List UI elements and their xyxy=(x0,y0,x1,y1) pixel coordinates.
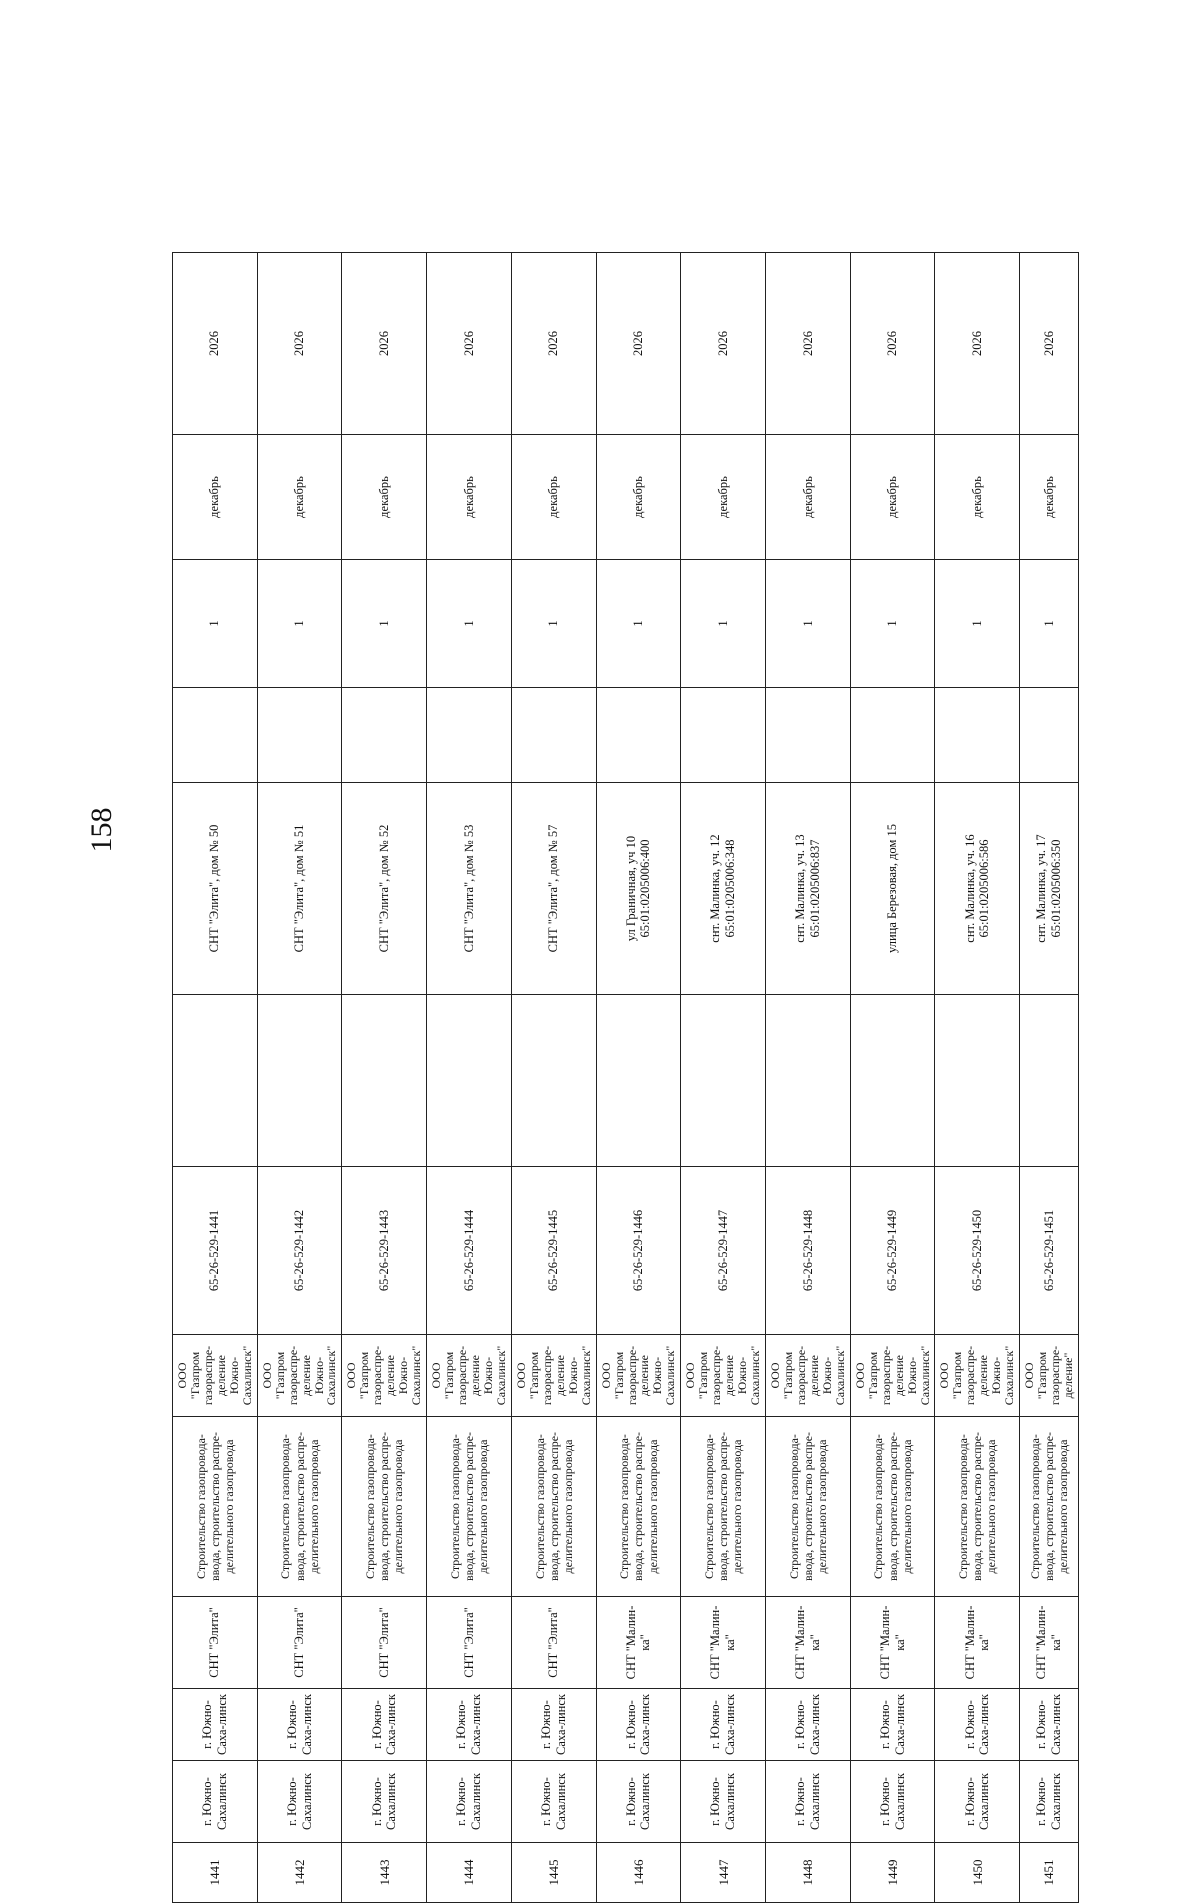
work-description-cell: Строительство газопровода-ввода, строительство распре-делительного газопровода xyxy=(935,1417,1020,1597)
object-code-cell: 65-26-529-1442 xyxy=(257,1167,342,1335)
table-row xyxy=(173,253,258,1903)
table-row xyxy=(257,253,342,1903)
district-cell: г. Южно-Сахалинск xyxy=(850,1761,935,1843)
table-row xyxy=(935,253,1020,1903)
row-number-cell: 1450 xyxy=(935,1843,1020,1903)
object-code-cell: 65-26-529-1443 xyxy=(342,1167,427,1335)
organization-cell: ООО "Газпром газораспре-деление Южно-Сахалинск" xyxy=(681,1335,766,1417)
empty-cell xyxy=(427,995,512,1167)
district-cell: г. Южно-Сахалинск xyxy=(596,1761,681,1843)
empty-cell xyxy=(766,688,851,783)
organization-cell: ООО "Газпром газораспре-деление Южно-Сахалинск" xyxy=(257,1335,342,1417)
month-cell: декабрь xyxy=(1020,435,1079,560)
district-cell: г. Южно-Сахалинск xyxy=(427,1761,512,1843)
quantity-cell: 1 xyxy=(257,560,342,688)
year-cell: 2026 xyxy=(1020,253,1079,435)
quantity-cell: 1 xyxy=(935,560,1020,688)
district-cell: г. Южно-Сахалинск xyxy=(1020,1761,1079,1843)
empty-cell xyxy=(173,688,258,783)
empty-cell xyxy=(850,688,935,783)
quantity-cell: 1 xyxy=(1020,560,1079,688)
organization-cell: ООО "Газпром газораспре-деление Южно-Сахалинск" xyxy=(511,1335,596,1417)
month-cell: декабрь xyxy=(342,435,427,560)
work-description-cell: Строительство газопровода-ввода, строительство распре-делительного газопровода xyxy=(257,1417,342,1597)
snt-cell: СНТ "Малин-ка" xyxy=(766,1597,851,1689)
row-number-cell: 1442 xyxy=(257,1843,342,1903)
snt-cell: СНТ "Элита" xyxy=(173,1597,258,1689)
snt-cell: СНТ "Малин-ка" xyxy=(596,1597,681,1689)
table-row xyxy=(342,253,427,1903)
table-row xyxy=(850,253,935,1903)
snt-cell: СНТ "Малин-ка" xyxy=(1020,1597,1079,1689)
work-description-cell: Строительство газопровода-ввода, строительство распре-делительного газопровода xyxy=(173,1417,258,1597)
row-number-cell: 1445 xyxy=(511,1843,596,1903)
year-cell: 2026 xyxy=(173,253,258,435)
year-cell: 2026 xyxy=(511,253,596,435)
month-cell: декабрь xyxy=(766,435,851,560)
year-cell: 2026 xyxy=(766,253,851,435)
object-code-cell: 65-26-529-1446 xyxy=(596,1167,681,1335)
address-cell: ул Граничная, уч 10 65:01:0205006:400 xyxy=(596,783,681,995)
address-cell: снт. Малинка, уч. 17 65:01:0205006:350 xyxy=(1020,783,1079,995)
empty-cell xyxy=(257,688,342,783)
locality-cell: г. Южно-Саха-линск xyxy=(596,1689,681,1761)
work-description-cell: Строительство газопровода-ввода, строительство распре-делительного газопровода xyxy=(596,1417,681,1597)
empty-cell xyxy=(766,995,851,1167)
month-cell: декабрь xyxy=(681,435,766,560)
row-number-cell: 1441 xyxy=(173,1843,258,1903)
work-description-cell: Строительство газопровода-ввода, строительство распре-делительного газопровода xyxy=(766,1417,851,1597)
object-code-cell: 65-26-529-1449 xyxy=(850,1167,935,1335)
district-cell: г. Южно-Сахалинск xyxy=(342,1761,427,1843)
empty-cell xyxy=(681,995,766,1167)
address-cell: СНТ "Элита", дом № 57 xyxy=(511,783,596,995)
quantity-cell: 1 xyxy=(681,560,766,688)
empty-cell xyxy=(342,995,427,1167)
address-cell: снт. Малинка, уч. 12 65:01:0205006:348 xyxy=(681,783,766,995)
object-code-cell: 65-26-529-1441 xyxy=(173,1167,258,1335)
empty-cell xyxy=(1020,995,1079,1167)
year-cell: 2026 xyxy=(850,253,935,435)
district-cell: г. Южно-Сахалинск xyxy=(173,1761,258,1843)
district-cell: г. Южно-Сахалинск xyxy=(257,1761,342,1843)
quantity-cell: 1 xyxy=(766,560,851,688)
district-cell: г. Южно-Сахалинск xyxy=(681,1761,766,1843)
quantity-cell: 1 xyxy=(850,560,935,688)
work-description-cell: Строительство газопровода-ввода, строительство распре-делительного газопровода xyxy=(681,1417,766,1597)
empty-cell xyxy=(935,995,1020,1167)
month-cell: декабрь xyxy=(850,435,935,560)
address-cell: СНТ "Элита", дом № 50 xyxy=(173,783,258,995)
page-number: 158 xyxy=(85,807,118,853)
organization-cell: ООО "Газпром газораспре-деление Южно-Сахалинск" xyxy=(427,1335,512,1417)
work-description-cell: Строительство газопровода-ввода, строительство распре-делительного газопровода xyxy=(850,1417,935,1597)
empty-cell xyxy=(935,688,1020,783)
empty-cell xyxy=(850,995,935,1167)
table-row xyxy=(427,253,512,1903)
object-code-cell: 65-26-529-1445 xyxy=(511,1167,596,1335)
locality-cell: г. Южно-Саха-линск xyxy=(511,1689,596,1761)
month-cell: декабрь xyxy=(596,435,681,560)
empty-cell xyxy=(257,995,342,1167)
quantity-cell: 1 xyxy=(596,560,681,688)
address-cell: СНТ "Элита", дом № 52 xyxy=(342,783,427,995)
registry-table xyxy=(172,252,1079,1903)
object-code-cell: 65-26-529-1450 xyxy=(935,1167,1020,1335)
empty-cell xyxy=(173,995,258,1167)
year-cell: 2026 xyxy=(681,253,766,435)
object-code-cell: 65-26-529-1447 xyxy=(681,1167,766,1335)
work-description-cell: Строительство газопровода-ввода, строительство распре-делительного газопровода xyxy=(427,1417,512,1597)
address-cell: снт. Малинка, уч. 16 65:01:0205006:586 xyxy=(935,783,1020,995)
locality-cell: г. Южно-Саха-линск xyxy=(427,1689,512,1761)
snt-cell: СНТ "Элита" xyxy=(511,1597,596,1689)
object-code-cell: 65-26-529-1451 xyxy=(1020,1167,1079,1335)
table-row xyxy=(681,253,766,1903)
empty-cell xyxy=(427,688,512,783)
year-cell: 2026 xyxy=(257,253,342,435)
snt-cell: СНТ "Малин-ка" xyxy=(850,1597,935,1689)
locality-cell: г. Южно-Саха-линск xyxy=(257,1689,342,1761)
address-cell: улица Березовая, дом 15 xyxy=(850,783,935,995)
work-description-cell: Строительство газопровода-ввода, строительство распре-делительного газопровода xyxy=(1020,1417,1079,1597)
locality-cell: г. Южно-Саха-линск xyxy=(342,1689,427,1761)
snt-cell: СНТ "Элита" xyxy=(427,1597,512,1689)
organization-cell: ООО "Газпром газораспре-деление" xyxy=(1020,1335,1079,1417)
year-cell: 2026 xyxy=(935,253,1020,435)
locality-cell: г. Южно-Саха-линск xyxy=(681,1689,766,1761)
empty-cell xyxy=(1020,688,1079,783)
month-cell: декабрь xyxy=(257,435,342,560)
locality-cell: г. Южно-Саха-линск xyxy=(173,1689,258,1761)
table-body xyxy=(173,253,1079,1903)
row-number-cell: 1451 xyxy=(1020,1843,1079,1903)
empty-cell xyxy=(596,995,681,1167)
month-cell: декабрь xyxy=(427,435,512,560)
table-row xyxy=(766,253,851,1903)
year-cell: 2026 xyxy=(342,253,427,435)
empty-cell xyxy=(342,688,427,783)
quantity-cell: 1 xyxy=(511,560,596,688)
row-number-cell: 1448 xyxy=(766,1843,851,1903)
address-cell: СНТ "Элита", дом № 51 xyxy=(257,783,342,995)
year-cell: 2026 xyxy=(596,253,681,435)
row-number-cell: 1443 xyxy=(342,1843,427,1903)
organization-cell: ООО "Газпром газораспре-деление Южно-Сахалинск" xyxy=(342,1335,427,1417)
month-cell: декабрь xyxy=(173,435,258,560)
quantity-cell: 1 xyxy=(173,560,258,688)
locality-cell: г. Южно-Саха-линск xyxy=(935,1689,1020,1761)
organization-cell: ООО "Газпром газораспре-деление Южно-Сахалинск" xyxy=(850,1335,935,1417)
table-row xyxy=(1020,253,1079,1903)
row-number-cell: 1449 xyxy=(850,1843,935,1903)
empty-cell xyxy=(511,688,596,783)
work-description-cell: Строительство газопровода-ввода, строительство распре-делительного газопровода xyxy=(342,1417,427,1597)
row-number-cell: 1447 xyxy=(681,1843,766,1903)
row-number-cell: 1444 xyxy=(427,1843,512,1903)
month-cell: декабрь xyxy=(511,435,596,560)
locality-cell: г. Южно-Саха-линск xyxy=(766,1689,851,1761)
year-cell: 2026 xyxy=(427,253,512,435)
month-cell: декабрь xyxy=(935,435,1020,560)
quantity-cell: 1 xyxy=(342,560,427,688)
snt-cell: СНТ "Малин-ка" xyxy=(681,1597,766,1689)
work-description-cell: Строительство газопровода-ввода, строительство распре-делительного газопровода xyxy=(511,1417,596,1597)
snt-cell: СНТ "Малин-ка" xyxy=(935,1597,1020,1689)
table-row xyxy=(511,253,596,1903)
row-number-cell: 1446 xyxy=(596,1843,681,1903)
empty-cell xyxy=(596,688,681,783)
snt-cell: СНТ "Элита" xyxy=(257,1597,342,1689)
object-code-cell: 65-26-529-1448 xyxy=(766,1167,851,1335)
object-code-cell: 65-26-529-1444 xyxy=(427,1167,512,1335)
empty-cell xyxy=(511,995,596,1167)
table-row xyxy=(596,253,681,1903)
organization-cell: ООО "Газпром газораспре-деление Южно-Сахалинск" xyxy=(173,1335,258,1417)
district-cell: г. Южно-Сахалинск xyxy=(511,1761,596,1843)
organization-cell: ООО "Газпром газораспре-деление Южно-Сахалинск" xyxy=(766,1335,851,1417)
rotated-table-wrapper xyxy=(172,253,1076,1903)
address-cell: СНТ "Элита", дом № 53 xyxy=(427,783,512,995)
district-cell: г. Южно-Сахалинск xyxy=(935,1761,1020,1843)
locality-cell: г. Южно-Саха-линск xyxy=(1020,1689,1079,1761)
locality-cell: г. Южно-Саха-линск xyxy=(850,1689,935,1761)
quantity-cell: 1 xyxy=(427,560,512,688)
address-cell: снт. Малинка, уч. 13 65:01:0205006:837 xyxy=(766,783,851,995)
empty-cell xyxy=(681,688,766,783)
organization-cell: ООО "Газпром газораспре-деление Южно-Сахалинск" xyxy=(596,1335,681,1417)
snt-cell: СНТ "Элита" xyxy=(342,1597,427,1689)
organization-cell: ООО "Газпром газораспре-деление Южно-Сахалинск" xyxy=(935,1335,1020,1417)
district-cell: г. Южно-Сахалинск xyxy=(766,1761,851,1843)
